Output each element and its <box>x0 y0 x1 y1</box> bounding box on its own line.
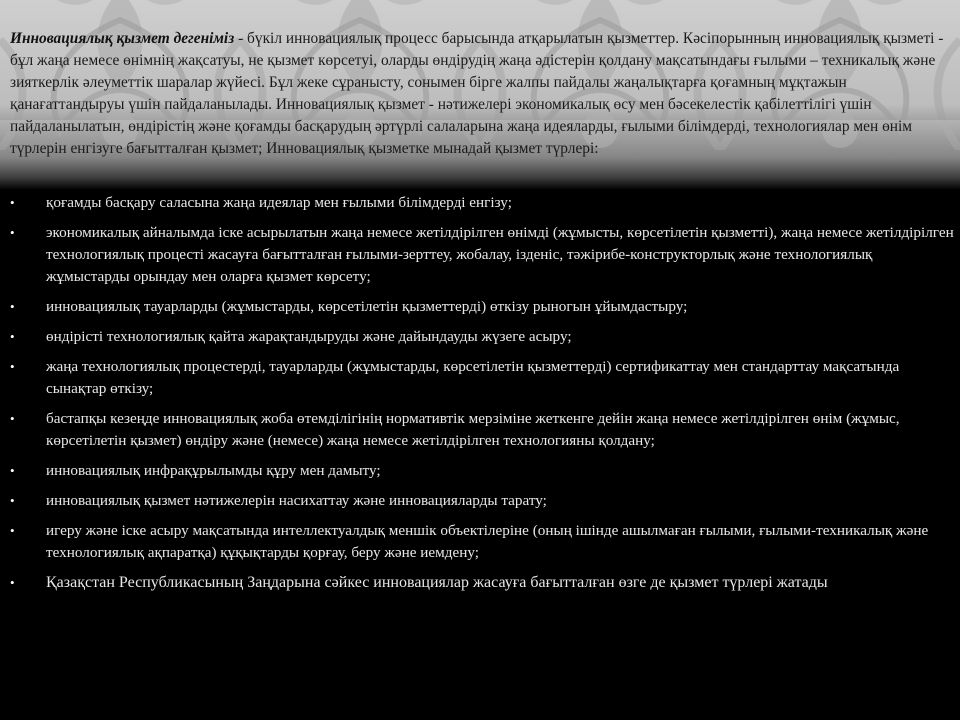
bullet-icon: • <box>10 359 15 374</box>
bullet-icon: • <box>10 329 15 344</box>
list-item-text: жаңа технологиялық процестерді, тауарларды (жұмыстарды, көрсетілетін қызметтерді) сертификаттау мен стандарттау мақсатында сынақтар өткізу; <box>46 358 900 397</box>
list-item <box>10 356 955 400</box>
intro-text: - бүкіл инновациялық процесс барысында атқарылатын қызметтер. Кәсіпорынның инновациялық қызметі - бұл жаңа немесе өнімнің жақсатуы, не қызмет көрсетуі, оларды өндірудің жаңа әдістерін қолдану мақсатындағы ғылыми – техникалық және зияткерлік әлеуметтік шаралар жүйесі. Бұл жеке сұраныстy, сонымен бірге жалпы пайдалы жаңалықтарға қоғамның мұқтажын қанағаттандыруы үшін пайдаланылады. Инновациялық қызмет - нәтижелері экономикалық өсу мен бәсекелестік қабілеттілігі үшін пайдаланылатын, өндірістің және қоғамды басқарудың әртүрлі салаларына жаңа идеяларды, ғылыми білімдерді, технологиялар мен өнім түрлерін енгізуге бағытталған қызмет; Инновациялық қызметке мынадай қызмет түрлері: <box>10 30 944 157</box>
bullet-icon: • <box>10 575 15 590</box>
list-item <box>10 572 955 594</box>
list-item-text: инновациялық тауарларды (жұмыстарды, көрсетілетін қызметтерді) өткізу рыногын ұйымдастыру; <box>46 298 688 315</box>
list-item-text: игеру және іске асыру мақсатында интеллектуалдық меншік объектілеріне (оның ішінде ашылмаған ғылыми, ғылыми-техникалық және технологиялық ақпаратқа) құқықтарды қорғау, беру және иемдену; <box>46 522 929 561</box>
list-item <box>10 296 955 318</box>
list-item <box>10 408 955 452</box>
bullet-icon: • <box>10 195 15 210</box>
bullet-icon: • <box>10 493 15 508</box>
list-item-text: өндірісті технологиялық қайта жарақтандыруды және дайындауды жүзеге асыру; <box>46 328 572 345</box>
list-item-text: инновациялық қызмет нәтижелерін насихаттау және инновацияларды тарату; <box>46 492 547 509</box>
intro-term: Инновациялық қызмет дегеніміз <box>10 30 235 47</box>
list-item <box>10 460 955 482</box>
list-item-text: қоғамды басқару саласына жаңа идеялар мен ғылыми білімдерді енгізу; <box>46 194 512 211</box>
list-item-text: экономикалық айналымда іске асырылатын жаңа немесе жетілдірілген өнімді (жұмысты, көрсетілетін қызметті), жаңа немесе жетілдірілген технологиялық процесті жасауға бағытталған ғылыми-зерттеу, жобалау, ізденіс, тәжірибе-конструкторлық және технологиялық жұмыстарды орындау мен оларға қызмет көрсету; <box>46 224 954 285</box>
list-item-text: бастапқы кезеңде инновациялық жоба өтемділігінің нормативтік мерзіміне жеткенге дейін жаңа немесе жетілдірілген өнім (жұмыс, көрсетілетін қызмет) өндіру және (немесе) жаңа немесе жетілдірілген технологияны қолдану; <box>46 410 900 449</box>
bullet-icon: • <box>10 299 15 314</box>
list-item <box>10 520 955 564</box>
bullet-icon: • <box>10 225 15 240</box>
bullet-icon: • <box>10 523 15 538</box>
bullet-icon: • <box>10 463 15 478</box>
list-item <box>10 192 955 214</box>
activity-list <box>10 192 955 602</box>
intro-paragraph <box>10 28 955 160</box>
list-item <box>10 326 955 348</box>
bullet-icon: • <box>10 411 15 426</box>
list-item-text: Қазақстан Республикасының Заңдарына сәйкес инновациялар жасауға бағытталған өзге де қызмет түрлері жатады <box>46 574 828 591</box>
list-item <box>10 490 955 512</box>
list-item <box>10 222 955 288</box>
list-item-text: инновациялық инфрақұрылымды құру мен дамыту; <box>46 462 381 479</box>
